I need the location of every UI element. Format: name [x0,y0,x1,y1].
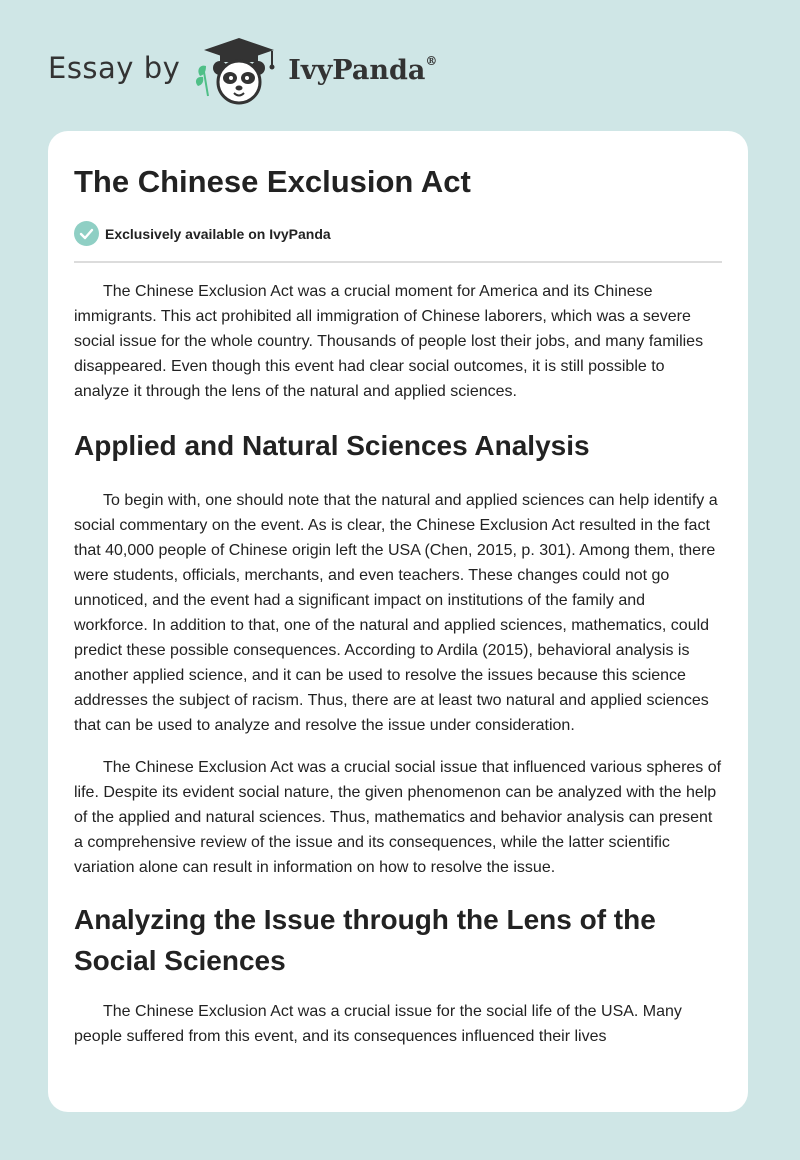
check-circle-icon [74,221,99,246]
section-paragraph: To begin with, one should note that the natural and applied sciences can help identify a social commentary on the event. As is clear, the Chinese Exclusion Act resulted in the fact that 40,000 people of Chinese origin left the USA (Chen, 2015, p. 301). Among them, there were students, officials, merchants, and even teachers. These changes could not go unnoticed, and the event had a significant impact on institutions of the family and workforce. In addition to that, one of the natural and applied sciences, mathematics, could predict these possible consequences. According to Ardila (2015), behavioral analysis is another applied science, and it can be used to resolve the issues because this science addresses the subject of racism. Thus, there are at least two natural and applied sciences that can be used to analyze and resolve the issue under consideration. [74,492,718,734]
section-heading: Analyzing the Issue through the Lens of the Social Sciences [74,904,656,976]
essay-body [74,279,722,1066]
panda-logo-icon [194,36,284,108]
section-paragraph: The Chinese Exclusion Act was a crucial social issue that influenced various spheres of life. Despite its evident social nature, the given phenomenon can be analyzed with the help of the applied and natural sciences. Thus, mathematics and behavior analysis can present a comprehensive review of the issue and its consequences, while the latter scientific variation alone can result in information on how to resolve the issue. [74,759,722,876]
brand-prefix: Essay by [48,51,181,85]
essay-card [48,131,748,1112]
site-header [0,0,800,130]
section-heading: Applied and Natural Sciences Analysis [74,430,590,461]
brand-name: IvyPanda® [288,53,438,86]
registered-mark: ® [425,53,438,68]
exclusive-badge [74,221,331,246]
intro-paragraph: The Chinese Exclusion Act was a crucial moment for America and its Chinese immigrants. This act prohibited all immigration of Chinese laborers, which was a severe social issue for the whole country. Thousands of people lost their jobs, and many families disappeared. Even though this event had clear social outcomes, it is still possible to analyze it through the lens of the natural and applied sciences. [74,283,704,400]
section-paragraph: The Chinese Exclusion Act was a crucial issue for the social life of the USA. Many people suffered from this event, and its consequences influenced their lives [74,1003,682,1045]
essay-title: The Chinese Exclusion Act [74,164,471,199]
exclusive-badge-text: Exclusively available on IvyPanda [105,225,331,242]
brand-logo-link[interactable] [48,36,437,108]
title-divider [74,261,722,263]
